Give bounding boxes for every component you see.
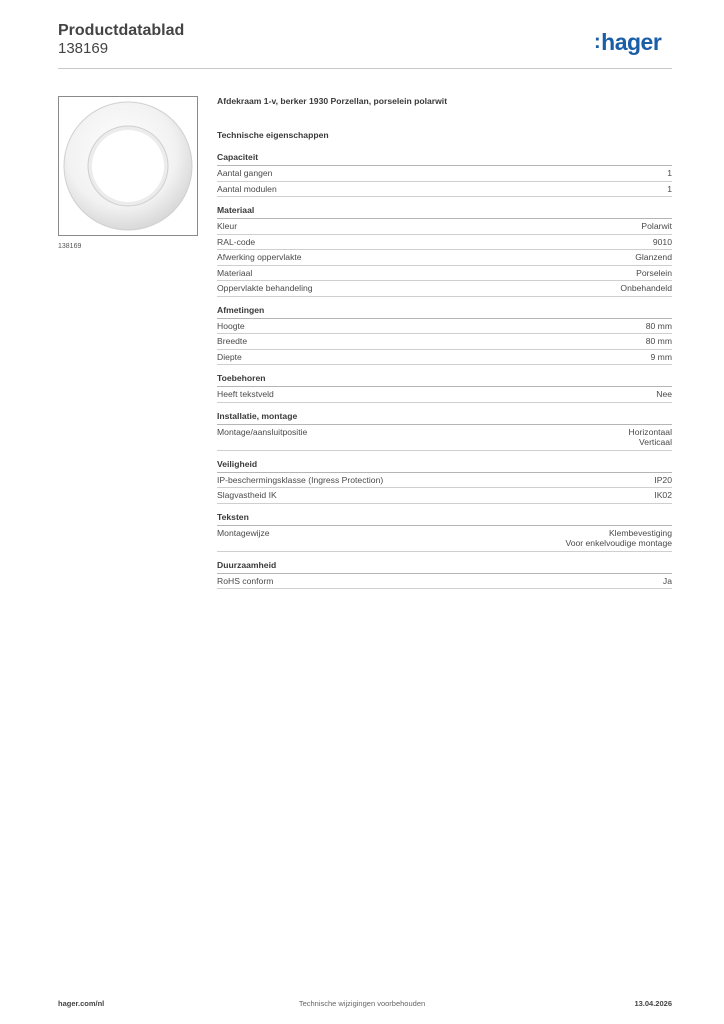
spec-value-line: Nee bbox=[656, 389, 672, 399]
spec-row bbox=[217, 425, 672, 451]
spec-label: RAL-code bbox=[217, 236, 256, 247]
spec-section bbox=[217, 205, 672, 297]
footer-date: 13.04.2026 bbox=[634, 999, 672, 1008]
image-caption: 138169 bbox=[58, 243, 82, 250]
spec-label: Aantal modulen bbox=[217, 183, 277, 194]
spec-section bbox=[217, 152, 672, 197]
section-title: Installatie, montage bbox=[217, 411, 672, 425]
spec-value-line: Onbehandeld bbox=[620, 283, 672, 293]
spec-label: IP-beschermingsklasse (Ingress Protection) bbox=[217, 474, 384, 485]
spec-value bbox=[651, 352, 672, 363]
page-title: Productdatablad bbox=[58, 22, 185, 39]
spec-value-line: 80 mm bbox=[645, 336, 672, 346]
product-number: 138169 bbox=[58, 40, 109, 57]
section-title: Toebehoren bbox=[217, 373, 672, 387]
spec-value-line: IP20 bbox=[654, 474, 672, 485]
spec-row bbox=[217, 319, 672, 335]
spec-value bbox=[636, 268, 672, 279]
spec-value-line: Verticaal bbox=[639, 437, 672, 447]
spec-row bbox=[217, 488, 672, 504]
spec-label: Heeft tekstveld bbox=[217, 389, 274, 399]
spec-section bbox=[217, 459, 672, 504]
spec-label: Materiaal bbox=[217, 267, 253, 278]
product-specs bbox=[217, 96, 672, 589]
spec-label: Breedte bbox=[217, 336, 248, 346]
spec-section bbox=[217, 411, 672, 451]
spec-label: Afwerking oppervlakte bbox=[217, 252, 302, 262]
spec-value-line: Voor enkelvoudige montage bbox=[565, 538, 672, 548]
spec-row bbox=[217, 281, 672, 297]
section-title: Afmetingen bbox=[217, 305, 672, 319]
spec-row bbox=[217, 387, 672, 403]
spec-label: Hoogte bbox=[217, 320, 245, 331]
spec-value bbox=[654, 475, 672, 486]
spec-row bbox=[217, 574, 672, 590]
spec-value-line: Porselein bbox=[636, 267, 672, 278]
spec-label: RoHS conform bbox=[217, 575, 274, 586]
spec-value bbox=[620, 283, 672, 294]
section-title: Veiligheid bbox=[217, 459, 672, 473]
spec-row bbox=[217, 182, 672, 198]
spec-label: Oppervlakte behandeling bbox=[217, 283, 313, 293]
logo-text: hager bbox=[601, 29, 662, 55]
spec-label: Montage/aansluitpositie bbox=[217, 426, 308, 437]
spec-value-line: Polarwit bbox=[641, 221, 672, 231]
spec-value bbox=[667, 168, 672, 179]
spec-section bbox=[217, 305, 672, 366]
spec-value-line: 80 mm bbox=[645, 320, 672, 331]
spec-row bbox=[217, 334, 672, 350]
section-title: Materiaal bbox=[217, 205, 672, 219]
section-title: Capaciteit bbox=[217, 152, 672, 166]
spec-sections bbox=[217, 152, 672, 589]
spec-value bbox=[641, 221, 672, 232]
spec-value-line: Klembevestiging bbox=[608, 527, 672, 538]
spec-row bbox=[217, 250, 672, 266]
spec-value bbox=[663, 576, 672, 587]
product-image bbox=[58, 96, 198, 236]
spec-row bbox=[217, 473, 672, 489]
spec-value-line: 9010 bbox=[652, 236, 672, 247]
footer-disclaimer: Technische wijzigingen voorbehouden bbox=[298, 999, 426, 1008]
spec-value bbox=[653, 237, 672, 248]
spec-value-line: 9 mm bbox=[650, 351, 672, 362]
spec-value bbox=[565, 528, 672, 549]
hager-logo bbox=[594, 29, 661, 56]
spec-section bbox=[217, 560, 672, 590]
spec-value bbox=[646, 321, 672, 332]
spec-row bbox=[217, 350, 672, 366]
spec-row bbox=[217, 219, 672, 235]
spec-value-line: 1 bbox=[667, 168, 672, 178]
spec-section bbox=[217, 373, 672, 403]
spec-value bbox=[667, 184, 672, 195]
spec-value bbox=[656, 389, 672, 400]
round-porcelain-cover-frame-image bbox=[59, 97, 197, 235]
spec-value bbox=[654, 490, 672, 501]
spec-row bbox=[217, 166, 672, 182]
spec-value bbox=[635, 252, 672, 263]
spec-label: Slagvastheid IK bbox=[217, 490, 277, 500]
spec-value-line: Glanzend bbox=[635, 252, 672, 262]
section-title: Teksten bbox=[217, 512, 672, 526]
footer-website[interactable]: hager.com/nl bbox=[58, 999, 105, 1008]
spec-value bbox=[646, 336, 672, 347]
section-title: Duurzaamheid bbox=[217, 560, 672, 574]
spec-label: Diepte bbox=[217, 351, 242, 362]
spec-label: Kleur bbox=[217, 221, 238, 231]
spec-row bbox=[217, 235, 672, 251]
spec-value-line: IK02 bbox=[654, 490, 672, 500]
spec-value-line: 1 bbox=[667, 183, 672, 194]
spec-label: Aantal gangen bbox=[217, 168, 273, 178]
tech-heading: Technische eigenschappen bbox=[217, 130, 329, 140]
spec-label: Montagewijze bbox=[217, 527, 270, 538]
spec-value-line: Horizontaal bbox=[628, 426, 672, 437]
spec-row bbox=[217, 526, 672, 552]
spec-section bbox=[217, 512, 672, 552]
logo-dots-icon: : bbox=[594, 31, 601, 53]
spec-row bbox=[217, 266, 672, 282]
header-divider bbox=[58, 68, 672, 69]
spec-value-line: Ja bbox=[662, 575, 672, 586]
spec-value bbox=[629, 427, 672, 448]
product-name: Afdekraam 1-v, berker 1930 Porzellan, porselein polarwit bbox=[217, 96, 448, 106]
